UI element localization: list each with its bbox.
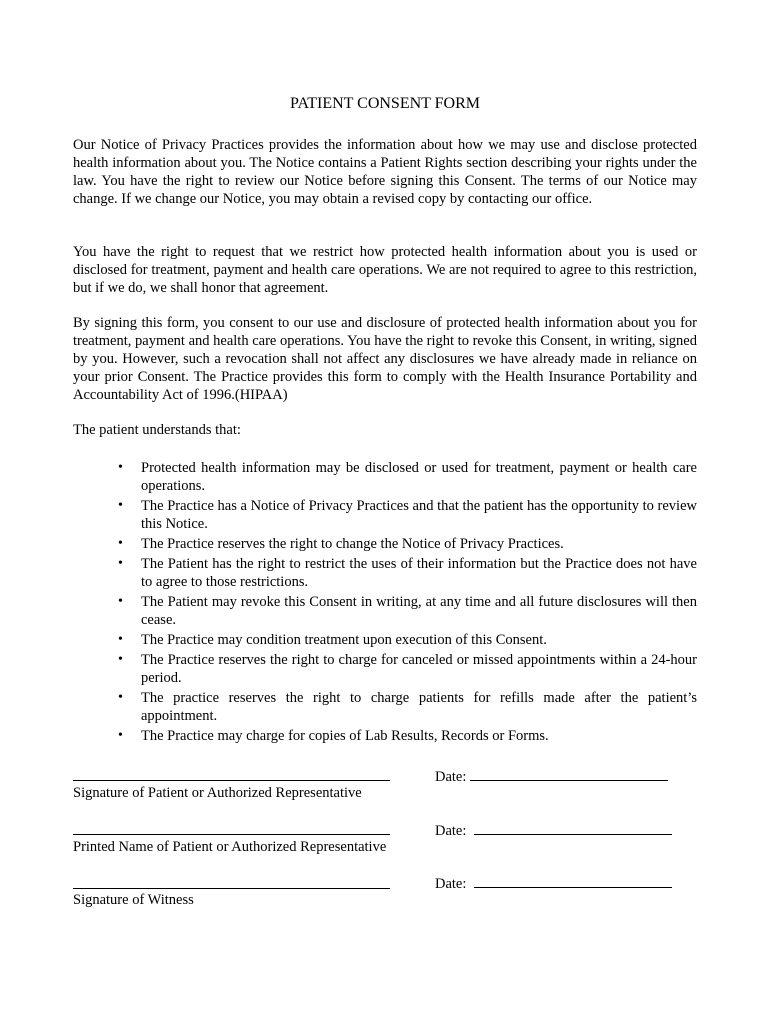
paragraph-notice: Our Notice of Privacy Practices provides the information about how we may use and disclose protected health information about you. The Notice contains a Patient Rights section describing your rights under the law. You have the right to review our Notice before signing this Consent. The terms of our Notice may change. If we change our Notice, you may obtain a revised copy by contacting our office.	[73, 137, 697, 207]
bullet-icon: •	[118, 556, 123, 571]
bullet-icon: •	[118, 652, 123, 667]
page-title: PATIENT CONSENT FORM	[290, 95, 480, 112]
understanding-intro: The patient understands that:	[73, 422, 241, 438]
list-item: • The Practice has a Notice of Privacy Practices and that the patient has the opportunity to review this Notice.	[118, 498, 697, 532]
date-field[interactable]	[470, 766, 668, 781]
bullet-icon: •	[118, 728, 123, 743]
list-item: • The practice reserves the right to charge patients for refills made after the patient’s appointment.	[118, 690, 697, 724]
list-item: • The Practice may condition treatment upon execution of this Consent.	[118, 632, 547, 648]
date-field[interactable]	[474, 873, 672, 888]
date-label: Date:	[435, 769, 467, 785]
bullet-icon: •	[118, 632, 123, 647]
list-item: • The Practice reserves the right to change the Notice of Privacy Practices.	[118, 536, 564, 552]
date-label: Date:	[435, 823, 467, 839]
bullet-icon: •	[118, 460, 123, 475]
patient-signature-date	[435, 766, 668, 786]
bullet-icon: •	[118, 498, 123, 513]
bullet-icon: •	[118, 536, 123, 551]
witness-signature-label: Signature of Witness	[73, 892, 194, 908]
patient-signature-label: Signature of Patient or Authorized Representative	[73, 785, 362, 801]
printed-name-date	[435, 820, 672, 840]
bullet-icon: •	[118, 690, 123, 705]
paragraph-consent: By signing this form, you consent to our use and disclosure of protected health information about you for treatment, payment and health care operations. You have the right to revoke this Consent, in writing, signed by you. However, such a revocation shall not affect any disclosures we have already made in reliance on your prior Consent. The Practice provides this form to comply with the Health Insurance Portability and Accountability Act of 1996.(HIPAA)	[73, 315, 697, 403]
witness-signature-line[interactable]	[73, 888, 390, 889]
understanding-list	[73, 459, 697, 747]
witness-signature-date	[435, 873, 672, 893]
paragraph-restriction: You have the right to request that we restrict how protected health information about you is used or disclosed for treatment, payment and health care operations. We are not required to agree to this restriction, but if we do, we shall honor that agreement.	[73, 244, 697, 296]
list-item: • The Patient may revoke this Consent in writing, at any time and all future disclosures will then cease.	[118, 594, 697, 628]
date-field[interactable]	[474, 820, 672, 835]
printed-name-line[interactable]	[73, 834, 390, 835]
bullet-icon: •	[118, 594, 123, 609]
printed-name-label: Printed Name of Patient or Authorized Representative	[73, 839, 387, 855]
list-item: • The Practice may charge for copies of Lab Results, Records or Forms.	[118, 728, 549, 744]
date-label: Date:	[435, 876, 467, 892]
list-item: • Protected health information may be disclosed or used for treatment, payment or health care operations.	[118, 460, 697, 494]
list-item: • The Practice reserves the right to charge for canceled or missed appointments within a 24-hour period.	[118, 652, 697, 686]
list-item: • The Patient has the right to restrict the uses of their information but the Practice does not have to agree to those restrictions.	[118, 556, 697, 590]
patient-signature-line[interactable]	[73, 780, 390, 781]
